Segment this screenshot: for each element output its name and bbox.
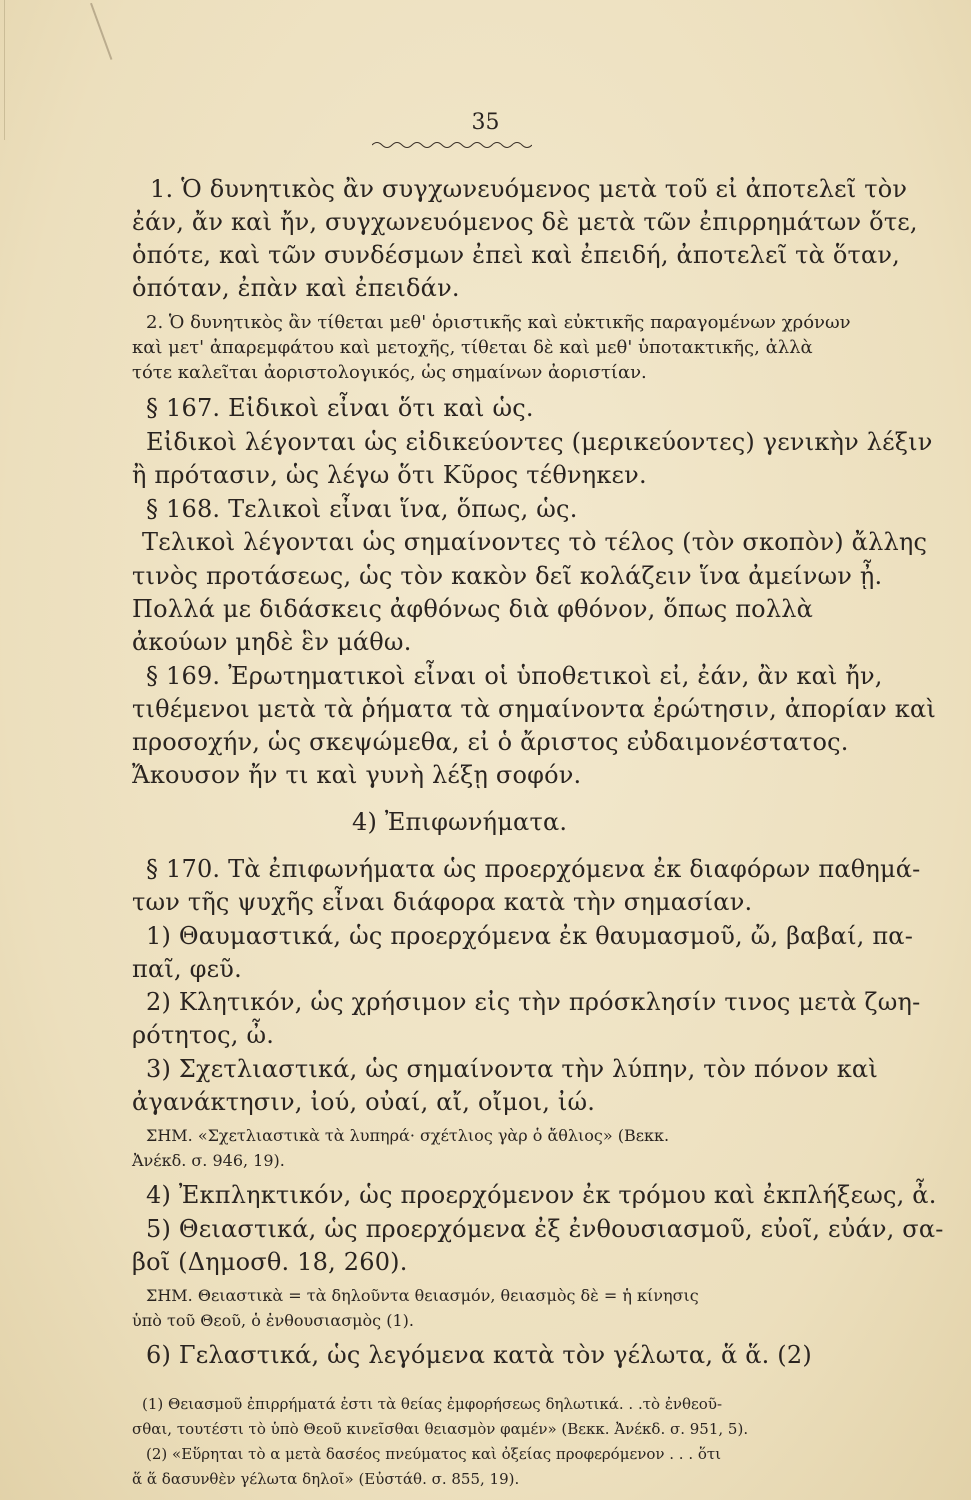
text-line: 1. Ὁ δυνητικὸς ἂν συγχωνευόμενος μετὰ τοῦ εἰ ἀποτελεῖ τὸν — [150, 175, 908, 203]
text-line: παῖ, φεῦ. — [132, 955, 242, 983]
text-line: Πολλά με διδάσκεις ἀφθόνως διὰ φθόνον, ὅπως πολλὰ — [132, 595, 814, 623]
footnote-rule — [132, 1382, 832, 1386]
list-item: 4) Ἐκπληκτικόν, ὡς προερχόμενον ἐκ τρόμου καὶ ἐκπλήξεως, ἆ. — [146, 1181, 937, 1209]
section-heading: § 169. Ἐρωτηματικοὶ εἶναι οἱ ὑποθετικοὶ εἰ, ἐάν, ἂν καὶ ἤν, — [146, 662, 883, 690]
text-line: ρότητος, ὦ. — [132, 1021, 275, 1049]
list-item: 1) Θαυμαστικά, ὡς προερχόμενα ἐκ θαυμασμοῦ, ὤ, βαβαί, πα- — [146, 922, 914, 950]
text-line: ἀγανάκτησιν, ἰού, οὐαί, αἴ, οἴμοι, ἰώ. — [132, 1088, 596, 1116]
footnote-line: (2) «Εὕρηται τὸ α μετὰ δασέος πνεύματος καὶ ὀξείας προφερόμενον . . . ὅτι — [146, 1445, 722, 1463]
section-heading: § 167. Εἰδικοὶ εἶναι ὅτι καὶ ὡς. — [146, 394, 534, 422]
text-line: Ἄκουσον ἤν τι καὶ γυνὴ λέξῃ σοφόν. — [132, 761, 582, 789]
text-line: τινὸς προτάσεως, ὡς τὸν κακὸν δεῖ κολάζειν ἵνα ἀμείνων ᾖ. — [132, 562, 883, 590]
note-line: ΣΗΜ. «Σχετλιαστικὰ τὰ λυπηρά· σχέτλιος γὰρ ὁ ἄθλιος» (Βεκκ. — [146, 1126, 670, 1145]
text-line: Εἰδικοὶ λέγονται ὡς εἰδικεύοντες (μερικεύοντες) γενικὴν λέξιν — [146, 428, 933, 456]
list-item: 5) Θειαστικά, ὡς προερχόμενα ἐξ ἐνθουσιασμοῦ, εὐοῖ, εὐάν, σα- — [146, 1215, 944, 1243]
section-heading: § 170. Τὰ ἐπιφωνήματα ὡς προερχόμενα ἐκ διαφόρων παθημά- — [146, 855, 921, 883]
text-line: βοῖ (Δημοσθ. 18, 260). — [132, 1248, 408, 1276]
decorative-wavy-rule — [372, 140, 532, 150]
subsection-title: 4) Ἐπιφωνήματα. — [352, 808, 568, 836]
list-item: 6) Γελαστικά, ὡς λεγόμενα κατὰ τὸν γέλωτα, ἅ ἅ. (2) — [146, 1341, 812, 1369]
text-line: Τελικοὶ λέγονται ὡς σημαίνοντες τὸ τέλος (τὸν σκοπὸν) ἄλλης — [142, 528, 928, 556]
footnote-line: (1) Θειασμοῦ ἐπιρρήματά ἐστι τὰ θείας ἐμφορήσεως δηλωτικά. . .τὸ ἐνθεοῦ- — [142, 1395, 723, 1413]
text-line: ἀκούων μηδὲ ἓν μάθω. — [132, 628, 412, 656]
text-line: ὁπότε, καὶ τῶν συνδέσμων ἐπεὶ καὶ ἐπειδή, ἀποτελεῖ τὰ ὅταν, — [132, 241, 901, 269]
footnote-line: ἅ ἅ δασυνθὲν γέλωτα δηλοῖ» (Εὐστάθ. σ. 855, 19). — [132, 1470, 520, 1488]
text-line: καὶ μετ' ἀπαρεμφάτου καὶ μετοχῆς, τίθεται δὲ καὶ μεθ' ὑποτακτικῆς, ἀλλὰ — [132, 337, 813, 358]
corner-pencil-mark — [90, 0, 120, 60]
note-line: Ἀνέκδ. σ. 946, 19). — [132, 1151, 285, 1170]
text-line: τιθέμενοι μετὰ τὰ ῥήματα τὰ σημαίνοντα ἐρώτησιν, ἀπορίαν καὶ — [132, 695, 937, 723]
list-item: 2) Κλητικόν, ὡς χρήσιμον εἰς τὴν πρόσκλησίν τινος μετὰ ζωη- — [146, 988, 921, 1016]
text-line: ἢ πρότασιν, ὡς λέγω ὅτι Κῦρος τέθνηκεν. — [132, 461, 647, 489]
text-line: ὁπόταν, ἐπὰν καὶ ἐπειδάν. — [132, 274, 460, 302]
page-number: 35 — [471, 110, 500, 135]
text-line: 2. Ὁ δυνητικὸς ἂν τίθεται μεθ' ὁριστικῆς καὶ εὐκτικῆς παραγομένων χρόνων — [146, 312, 851, 333]
note-line: ΣΗΜ. Θειαστικὰ = τὰ δηλοῦντα θειασμόν, θειασμὸς δὲ = ἡ κίνησις — [146, 1286, 699, 1305]
text-line: προσοχήν, ὡς σκεψώμεθα, εἰ ὁ ἄριστος εὐδαιμονέστατος. — [132, 728, 849, 756]
text-line: τότε καλεῖται ἀοριστολογικός, ὡς σημαίνων ἀοριστίαν. — [132, 362, 647, 383]
text-line: ἐάν, ἄν καὶ ἤν, συγχωνευόμενος δὲ μετὰ τῶν ἐπιρρημάτων ὅτε, — [132, 208, 918, 236]
note-line: ὑπὸ τοῦ Θεοῦ, ὁ ἐνθουσιασμὸς (1). — [132, 1311, 414, 1330]
section-heading: § 168. Τελικοὶ εἶναι ἵνα, ὅπως, ὡς. — [146, 495, 578, 523]
list-item: 3) Σχετλιαστικά, ὡς σημαίνοντα τὴν λύπην, τὸν πόνον καὶ — [146, 1055, 878, 1083]
footnote-line: σθαι, τουτέστι τὸ ὑπὸ Θεοῦ κινεῖσθαι θειασμὸν φαμέν» (Βεκκ. Ἀνέκδ. σ. 951, 5). — [132, 1420, 749, 1438]
text-line: των τῆς ψυχῆς εἶναι διάφορα κατὰ τὴν σημασίαν. — [132, 888, 753, 916]
